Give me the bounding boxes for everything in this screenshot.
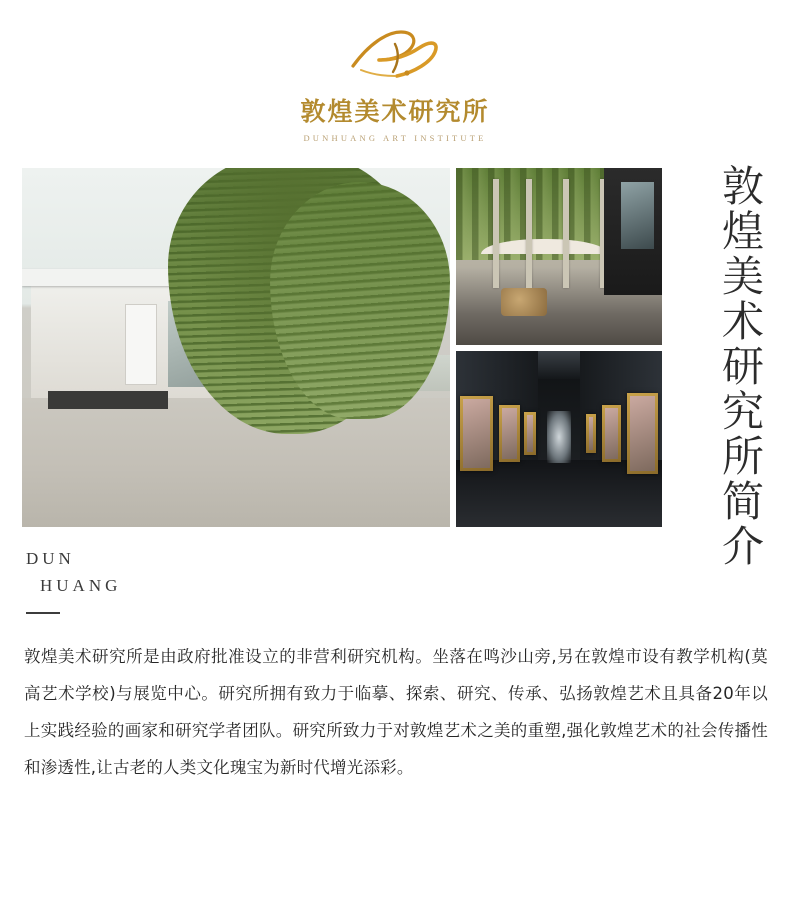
photo-log-pile <box>501 288 546 316</box>
page-title-vertical: 敦煌美术研究所简介 <box>716 164 765 569</box>
photo-window <box>621 182 654 249</box>
section-label-line1: DUN <box>26 549 75 568</box>
brush-stroke-logo-icon <box>335 26 455 88</box>
section-label <box>26 545 121 599</box>
photo-tree-trunk <box>563 179 569 288</box>
photo-corridor-end-light <box>547 411 572 464</box>
photo-framed-painting <box>524 412 536 454</box>
photo-steps <box>48 391 168 409</box>
photo-framed-painting <box>499 405 520 461</box>
photo-willow-tree-secondary <box>270 182 450 419</box>
section-divider <box>26 612 60 614</box>
photo-tree-trunk <box>526 179 532 288</box>
photo-framed-painting <box>602 405 621 461</box>
photo-tree-trunk <box>493 179 499 288</box>
logo-name-en: DUNHUANG ART INSTITUTE <box>303 133 487 143</box>
logo-name-cn: 敦煌美术研究所 <box>300 97 490 126</box>
photo-door <box>125 304 157 385</box>
photo-framed-painting <box>460 396 493 470</box>
pergola-trees-photo <box>456 168 662 345</box>
intro-paragraph: 敦煌美术研究所是由政府批准设立的非营利研究机构。坐落在鸣沙山旁,另在敦煌市设有教学机构(莫高艺术学校)与展览中心。研究所拥有致力于临摹、探索、研究、传承、弘扬敦煌艺术且具备20年以上实践经验的画家和研究学者团队。研究所致力于对敦煌艺术之美的重塑,强化敦煌艺术的社会传播性和渗透性,让古老的人类文化瑰宝为新时代增光添彩。 <box>24 647 768 778</box>
photo-framed-painting <box>627 393 658 474</box>
logo-block <box>0 0 790 143</box>
courtyard-willow-photo <box>22 168 450 527</box>
photo-framed-painting <box>586 414 596 453</box>
exhibition-corridor-photo <box>456 351 662 528</box>
photo-collage <box>22 168 662 527</box>
section-label-line2: HUANG <box>40 576 122 596</box>
collage-right-column <box>456 168 662 527</box>
